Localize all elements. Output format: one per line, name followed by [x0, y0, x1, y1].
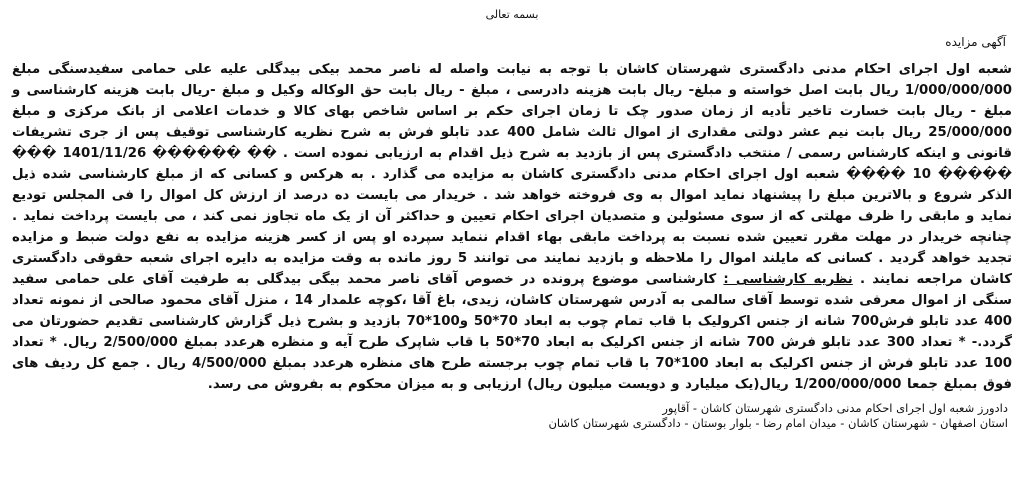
invocation-header: بسمه تعالی — [485, 8, 539, 21]
auction-date-line: �� ������ 1401/11/26 ��� ����� 10 ���� شعبه — [12, 146, 1012, 182]
notice-body — [12, 59, 1012, 395]
body-paragraph-3: کارشناسی موضوع پرونده در خصوص آقای ناصر محمد بیگی بیدگلی به طرفیت آقای علی حمامی سفید سنگی از اموال معرفی شده توسط آقای سالمی به آدرس شهرستان کاشان، زیدی، باغ آقا ،کوچه علمدار 14 ، منزل آقای محمود صالحی از نمونه تعداد 400 عدد تابلو فرش700 شانه از جنس اکرولیک با قاب تمام چوب به ابعاد 70*50 و100*70 بازدید و بشرح ذیل گزارش کارشناسی تقدیم حضورتان می گردد.- * تعداد 300 عدد تابلو فرش 700 شانه از جنس اکرلیک به ابعاد 70*50 با قاب شاپرک طرح آیه و منظره هرعدد بمبلغ 2/500/000 ریال. * تعداد 100 عدد تابلو فرش از جنس اکرلیک به ابعاد 100*70 با قاب تمام چوب برجسته طرح های منظره هرعدد بمبلغ 4/500/000 ریال . جمع کل ردیف های فوق بمبلغ جمعا 1/200/000/000 ریال(یک میلیارد و دویست میلیون ریال) ارزیابی و به میزان محکوم به بفروش می رسد. — [12, 272, 1012, 392]
footer-address: استان اصفهان - شهرستان کاشان - میدان امام رضا - بلوار بوستان - دادگستری شهرستان کاشان — [548, 416, 1008, 430]
expert-opinion-label: نظریه کارشناسی : — [723, 272, 853, 287]
footer-signatory: دادورز شعبه اول اجرای احکام مدنی دادگستری شهرستان کاشان - آقاپور — [662, 401, 1008, 415]
notice-footer — [10, 401, 1008, 431]
body-paragraph-1: شعبه اول اجرای احکام مدنی دادگستری شهرستان کاشان با توجه به نیابت واصله له ناصر محمد بیکی بیدگلی علیه علی حمامی سفیدسنگی مبلغ 1/000/000/000 ریال بابت اصل خواسته و مبلغ- ریال بابت هزینه دادرسی ، مبلغ - ریال بابت حق الوکاله وکیل و مبلغ -ریال بابت هزینه کارشناسی و مبلغ - ریال بابت خسارت تاخیر تأدیه از زمان صدور چک تا زمان اجرای حکم بر اساس شاخص بهای کالا و خدمات اعلامی از بانک مرکزی و مبلغ 25/000/000 ریال بابت نیم عشر دولتی مقداری از اموال ثالث شامل 400 عدد تابلو فرش به شرح نظریه کارشناسی توقیف پس از جری تشریفات قانونی و اینکه کارشناس رسمی / منتخب دادگستری پس از بازدید به شرح ذیل اقدام به ارزیابی نموده است . — [12, 62, 1012, 161]
notice-title: آگهی مزایده — [945, 35, 1006, 49]
body-paragraph-2: اول اجرای احکام مدنی دادگستری کاشان به مزایده می گذارد . به هرکس و کسانی که از مبلغ کارشناسی شده ذیل الذکر شروع و بالاترین مبلغ را پیشنهاد نماید اموال به وی فروخته خواهد شد . خریدار می بایست ده درصد از ارزش کل اموال را فی المجلس تودیع نماید و مابقی را ظرف مهلتی که از سوی مسئولین و متصدیان اجرای احکام تعیین و حداکثر آن از یک ماه تجاوز نمی کند ، می بایست پرداخت نماید . چنانچه خریدار در مهلت مقرر تعیین شده نسبت به پرداخت مابقی بهاء اقدام ننماید سپرده او پس از کسر هزینه مزایده به نفع دولت ضبط و مزایده تجدید خواهد گردید . کسانی که مایلند اموال را ملاحظه و بازدید نمایند می توانند 5 روز مانده به وقت مزایده به دایره اجرای شعبه حقوقی دادگستری کاشان مراجعه نمایند . — [12, 167, 1012, 287]
